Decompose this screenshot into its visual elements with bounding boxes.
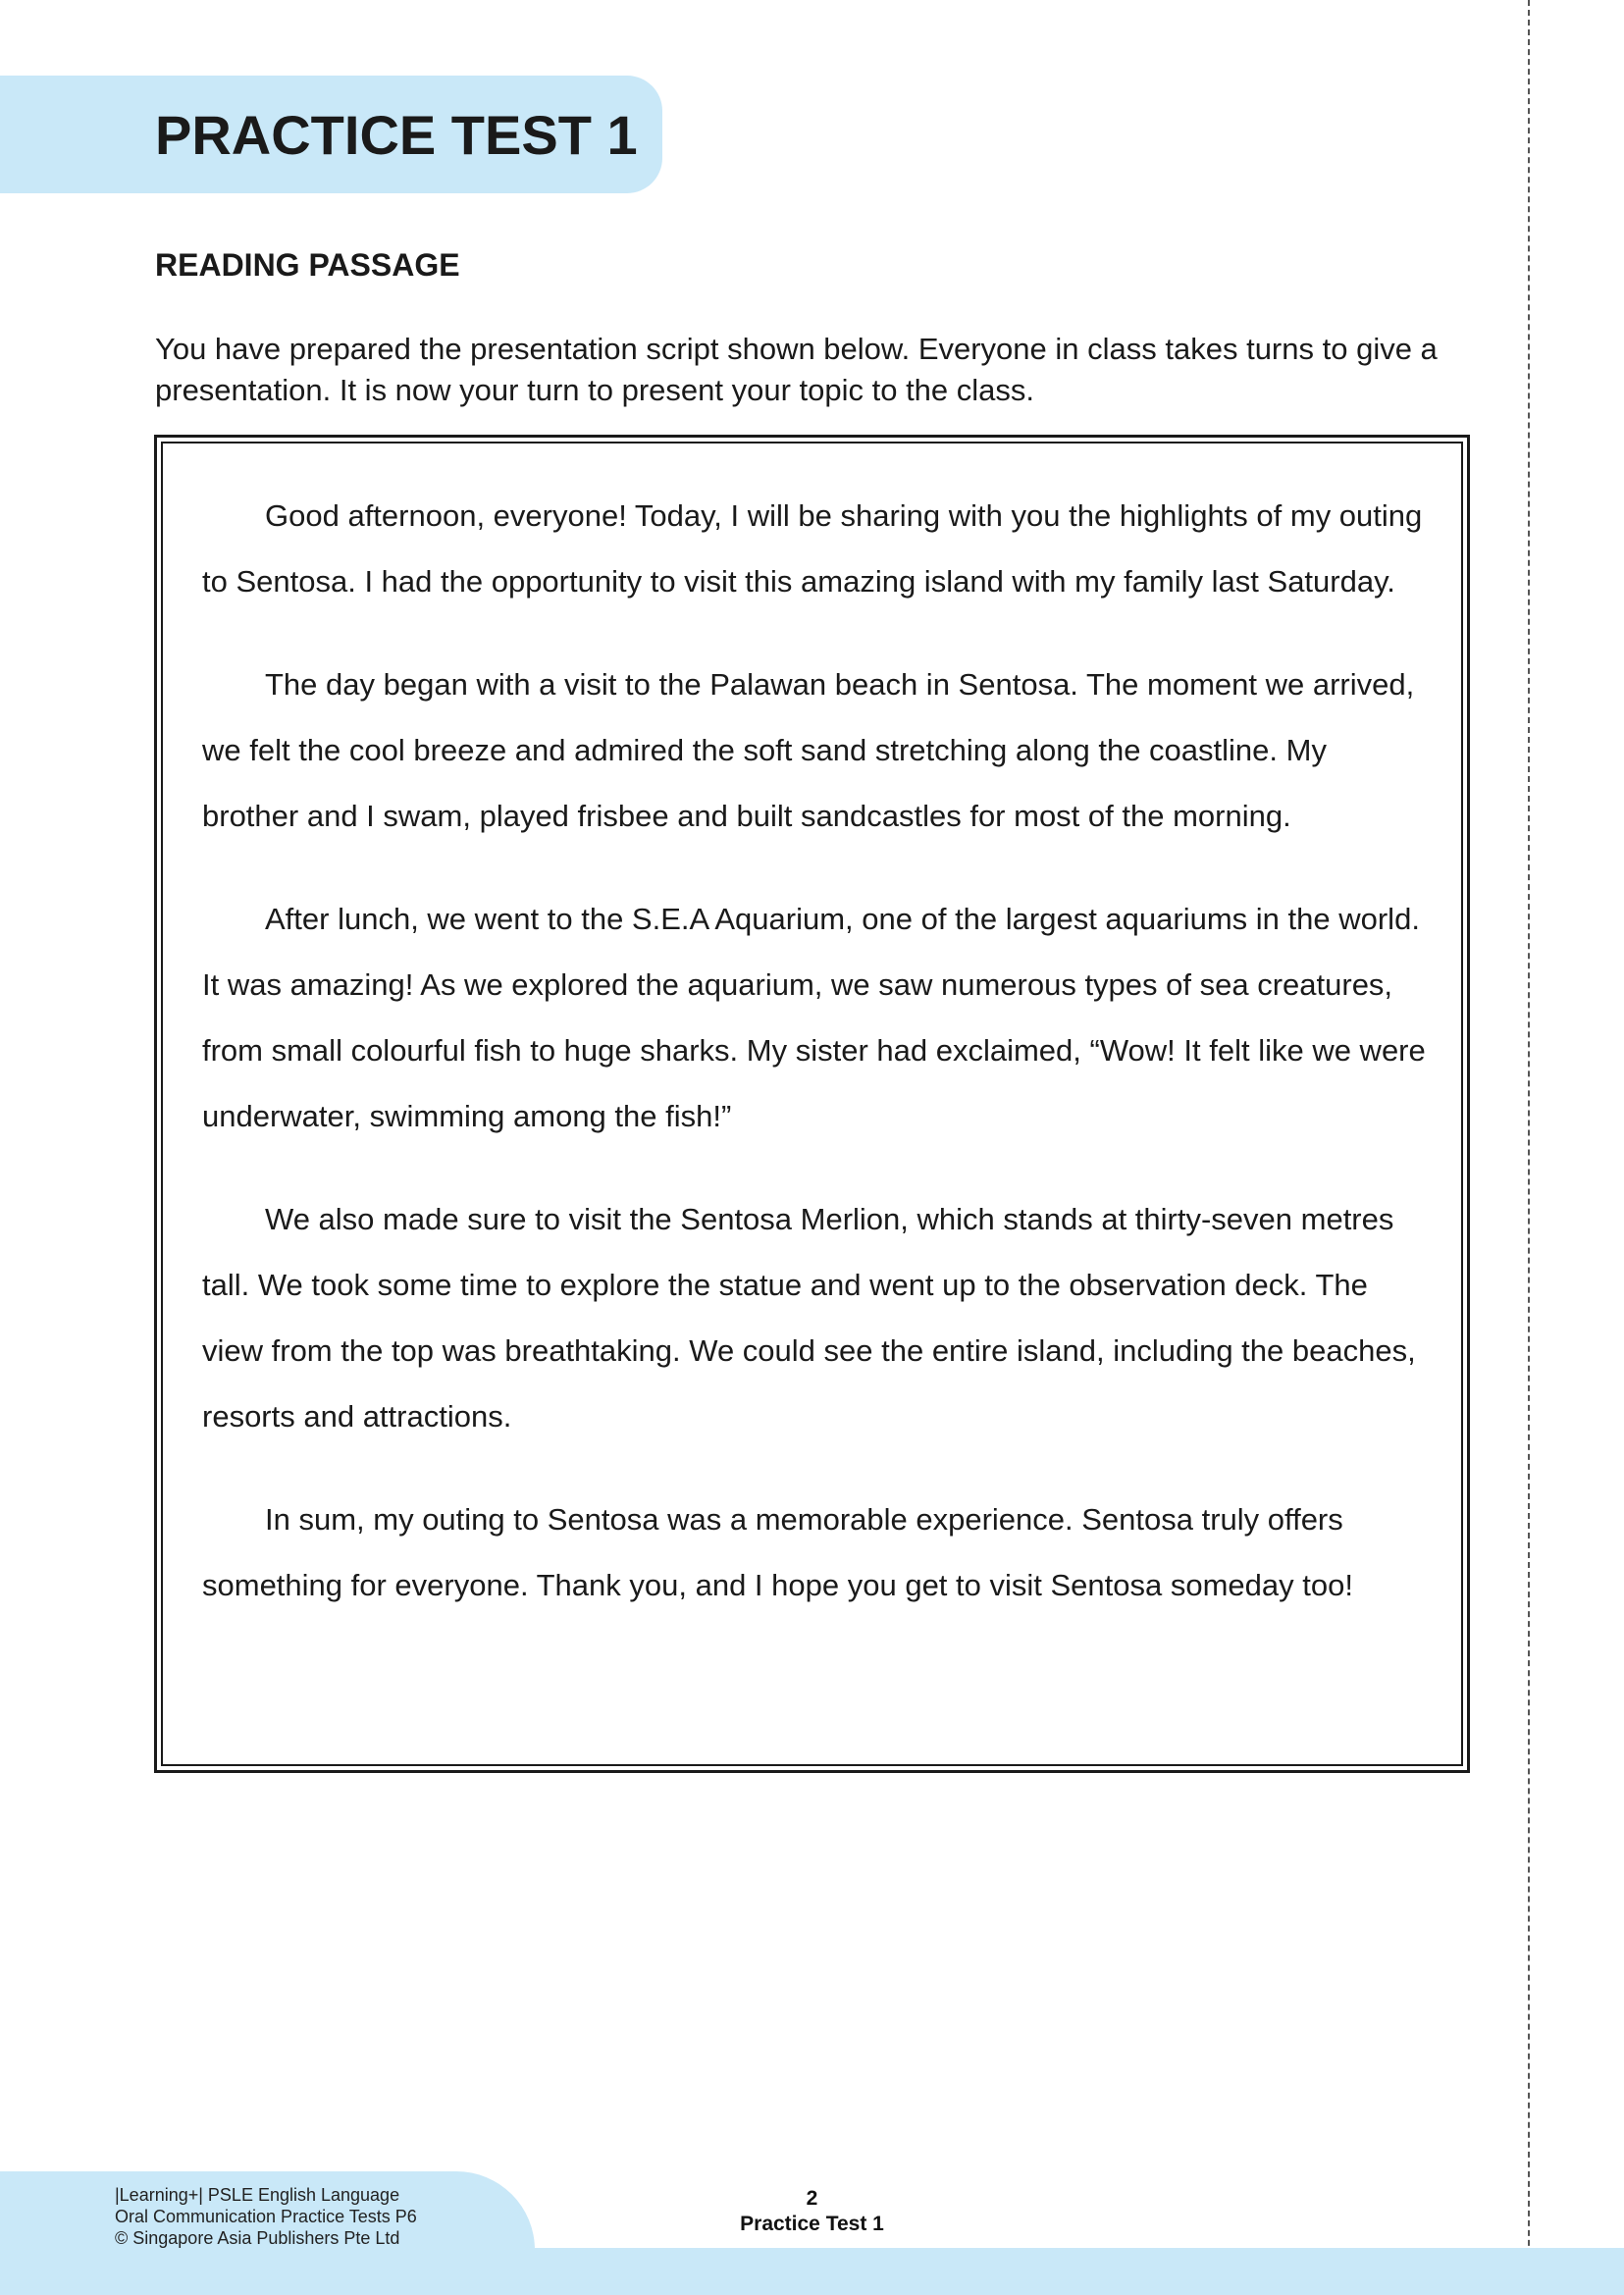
reading-passage-box xyxy=(154,435,1470,1773)
section-heading: READING PASSAGE xyxy=(155,247,460,283)
passage-paragraph: We also made sure to visit the Sentosa Merlion, which stands at thirty-seven metres tall. We took some time to explore the statue and went up to the observation deck. The view from the top was breathtaking. We could see the entire island, including the beaches, resorts and attractions. xyxy=(202,1202,1416,1434)
page-title: PRACTICE TEST 1 xyxy=(155,104,638,166)
dashed-cut-line xyxy=(1528,0,1530,2295)
footer-credit xyxy=(115,2184,417,2249)
instructions-text: You have prepared the presentation script shown below. Everyone in class takes turns to give a presentation. It is now your turn to present your topic to the class. xyxy=(155,332,1438,407)
footer-credit-line: |Learning+| PSLE English Language xyxy=(115,2185,400,2205)
footer-band xyxy=(0,2248,1624,2295)
passage-paragraph: The day began with a visit to the Palawan beach in Sentosa. The moment we arrived, we felt the cool breeze and admired the soft sand stretching along the coastline. My brother and I swam, played frisbee and built sandcastles for most of the morning. xyxy=(202,667,1415,833)
footer-page-info xyxy=(687,2186,937,2237)
footer-credit-line: © Singapore Asia Publishers Pte Ltd xyxy=(115,2228,400,2248)
page-number: 2 xyxy=(806,2187,818,2210)
page-label: Practice Test 1 xyxy=(740,2213,884,2235)
reading-passage-inner xyxy=(161,442,1463,1766)
passage-paragraph: In sum, my outing to Sentosa was a memorable experience. Sentosa truly offers something for everyone. Thank you, and I hope you get to visit Sentosa someday too! xyxy=(202,1502,1353,1602)
footer-credit-line: Oral Communication Practice Tests P6 xyxy=(115,2207,417,2226)
passage-paragraph: Good afternoon, everyone! Today, I will be sharing with you the highlights of my outing to Sentosa. I had the opportunity to visit this amazing island with my family last Saturday. xyxy=(202,498,1423,599)
passage-paragraph: After lunch, we went to the S.E.A Aquarium, one of the largest aquariums in the world. It was amazing! As we explored the aquarium, we saw numerous types of sea creatures, from small colourful fish to huge sharks. My sister had exclaimed, “Wow! It felt like we were underwater, swimming among the fish!” xyxy=(202,902,1426,1133)
